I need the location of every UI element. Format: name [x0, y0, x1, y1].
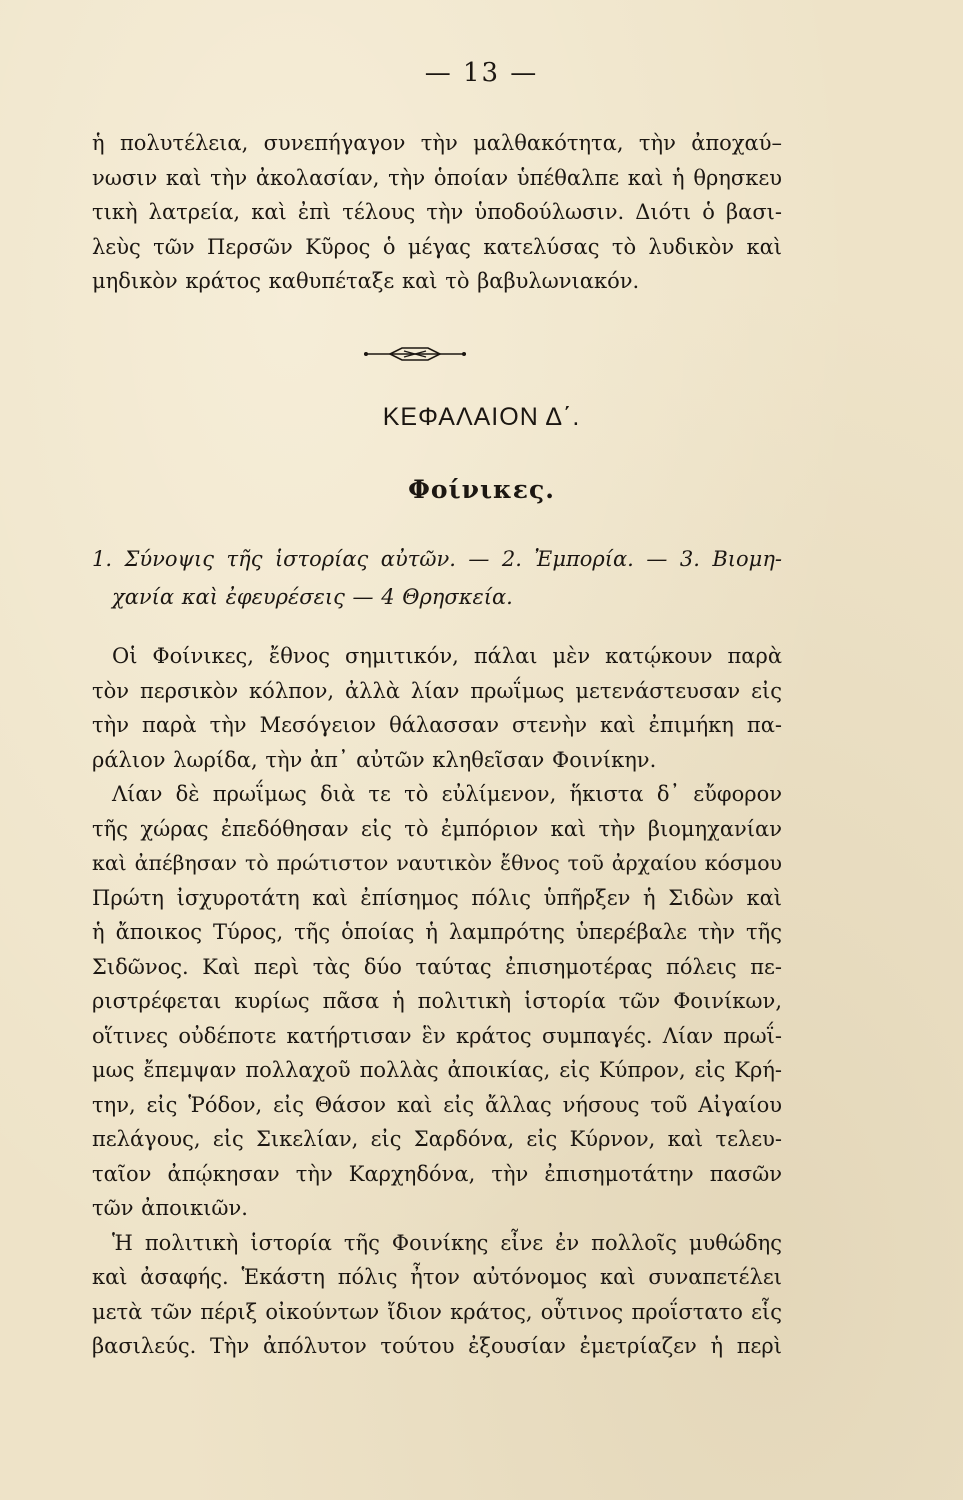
text-line: τῶν ἀποικιῶν.: [92, 1196, 248, 1220]
chapter-title: ΚΕΦΑΛΑΙΟΝ Δ΄.: [382, 403, 581, 431]
text-line: πελάγους, εἰς Σικελίαν, εἰς Σαρδόνα, εἰς Κύρνον, καὶ τελευ-: [92, 1127, 782, 1151]
text-line: Οἱ Φοίνικες, ἔθνος σημιτικόν, πάλαι μὲν κατῴκουν παρὰ: [112, 644, 782, 668]
text-line: τικὴ λατρεία, καὶ ἐπὶ τέλους τὴν ὑποδούλωσιν. Διότι ὁ βασι-: [92, 200, 782, 224]
text-line: λεὺς τῶν Περσῶν Κῦρος ὁ μέγας κατελύσας τὸ λυδικὸν καὶ: [92, 234, 782, 259]
text-line: ἡ ἄποικος Τύρος, τῆς ὁποίας ἡ λαμπρότης ὑπερέβαλε τὴν τῆς: [92, 920, 782, 944]
text-line: βασιλεύς. Τὴν ἀπόλυτον τούτου ἐξουσίαν ἐμετρίαζεν ἡ περὶ: [92, 1334, 782, 1358]
text-line: τῆς χώρας ἐπεδόθησαν εἰς τὸ ἐμπόριον καὶ τὴν βιομηχανίαν: [92, 816, 782, 841]
text-line: Πρώτη ἰσχυροτάτη καὶ ἐπίσημος πόλις ὑπῆρξεν ἡ Σιδὼν καὶ: [92, 885, 782, 910]
intro-paragraph: [92, 126, 782, 299]
summary-line: χανία καὶ ἐφευρέσεις — 4 Θρησκεία.: [112, 585, 513, 609]
text-line: καὶ ἀπέβησαν τὸ πρώτιστον ναυτικὸν ἔθνος τοῦ ἀρχαίου κόσμου: [92, 851, 782, 875]
text-line: καὶ ἀσαφής. Ἑκάστη πόλις ἦτον αὐτόνομος καὶ συναπετέλει: [92, 1265, 782, 1289]
text-line: οἵτινες οὐδέποτε κατήρτισαν ἓν κράτος συμπαγές. Λίαν πρωΐ-: [92, 1023, 782, 1048]
text-line: τὴν παρὰ τὴν Μεσόγειον θάλασσαν στενὴν καὶ ἐπιμήκη πα-: [92, 713, 782, 737]
text-line: τὸν περσικὸν κόλπον, ἀλλὰ λίαν πρωΐμως μετενάστευσαν εἰς: [92, 678, 782, 703]
chapter-summary: [92, 540, 782, 616]
text-line: την, εἰς Ῥόδον, εἰς Θάσον καὶ εἰς ἄλλας νήσους τοῦ Αἰγαίου: [92, 1092, 782, 1117]
text-line: Σιδῶνος. Καὶ περὶ τὰς δύο ταύτας ἐπισημοτέρας πόλεις πε-: [92, 954, 782, 979]
summary-line: 1. Σύνοψις τῆς ἱστορίας αὐτῶν. — 2. Ἐμπορία. — 3. Βιομη-: [92, 547, 782, 571]
text-line: νωσιν καὶ τὴν ἀκολασίαν, τὴν ὁποίαν ὑπέθαλπε καὶ ἡ θρησκευ: [92, 165, 782, 190]
text-line: ράλιον λωρίδα, τὴν ἀπ᾽ αὐτῶν κληθεῖσαν Φοινίκην.: [92, 747, 657, 772]
page-number: — 13 —: [424, 58, 539, 88]
text-line: Λίαν δὲ πρωΐμως διὰ τε τὸ εὐλίμενον, ἥκιστα δ᾽ εὔφορον: [112, 782, 782, 806]
text-line: μηδικὸν κράτος καθυπέταξε καὶ τὸ βαβυλωνιακόν.: [92, 269, 640, 293]
text-line: Ἡ πολιτικὴ ἱστορία τῆς Φοινίκης εἶνε ἐν πολλοῖς μυθώδης: [112, 1230, 782, 1255]
text-line: ριστρέφεται κυρίως πᾶσα ἡ πολιτικὴ ἱστορία τῶν Φοινίκων,: [92, 989, 782, 1013]
ornament-divider: [360, 345, 470, 363]
body-text: [92, 639, 782, 1364]
text-line: ἡ πολυτέλεια, συνεπήγαγον τὴν μαλθακότητα, τὴν ἀποχαύ–: [92, 131, 782, 155]
text-line: μετὰ τῶν πέριξ οἰκούντων ἴδιον κράτος, οὗτινος προΐστατο εἷς: [92, 1299, 782, 1324]
text-line: μως ἔπεμψαν πολλαχοῦ πολλὰς ἀποικίας, εἰς Κύπρον, εἰς Κρή-: [92, 1058, 782, 1082]
chapter-subtitle: Φοίνικες.: [408, 475, 555, 504]
text-line: ταῖον ἀπῴκησαν τὴν Καρχηδόνα, τὴν ἐπισημοτάτην πασῶν: [92, 1161, 782, 1186]
